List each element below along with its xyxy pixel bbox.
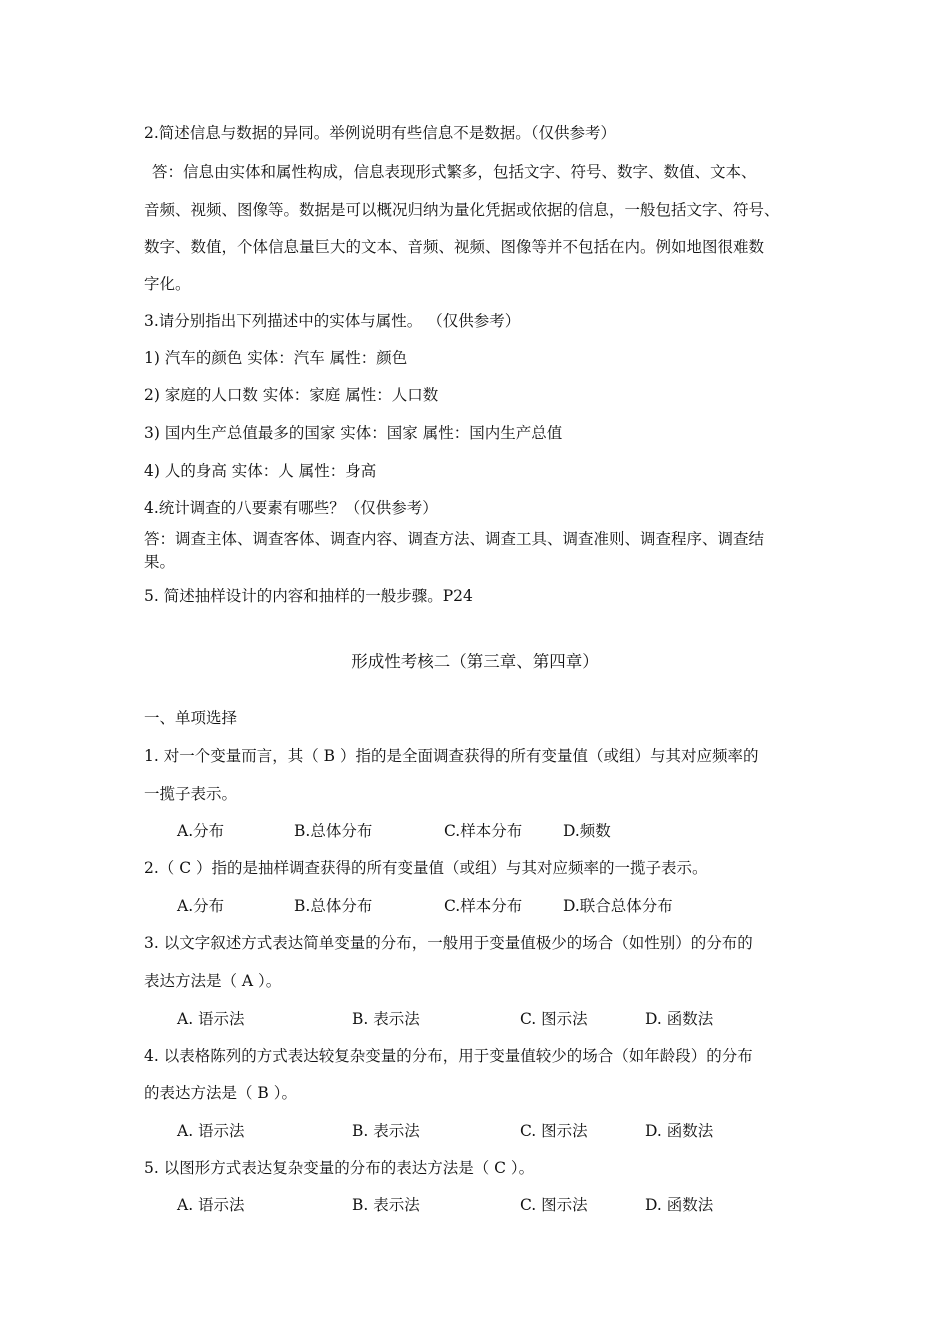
q4-answer-line: 果。 [144,553,176,571]
mcq-5-option-b: B. 表示法 [352,1196,420,1214]
mcq-2-option-a: A.分布 [177,897,225,915]
mcq-3-option-b: B. 表示法 [352,1010,420,1028]
mcq-1-option-d: D.频数 [563,822,611,840]
mcq-1-option-a: A.分布 [177,822,225,840]
mcq-1-text: 1. 对一个变量而言，其（ B ）指的是全面调查获得的所有变量值（或组）与其对应频率的 [144,747,759,765]
mcq-4-option-a: A. 语示法 [177,1122,245,1140]
q5-question: 5. 简述抽样设计的内容和抽样的一般步骤。P24 [144,587,473,605]
mcq-5-option-c: C. 图示法 [520,1196,588,1214]
mcq-1-option-b: B.总体分布 [294,822,373,840]
q3-item: 4) 人的身高 实体：人 属性：身高 [144,462,377,480]
mcq-2-option-d: D.联合总体分布 [563,897,673,915]
q4-answer-line: 答：调查主体、调查客体、调查内容、调查方法、调查工具、调查准则、调查程序、调查结 [144,530,765,548]
mcq-3-option-d: D. 函数法 [645,1010,714,1028]
mcq-4-text: 4. 以表格陈列的方式表达较复杂变量的分布，用于变量值较少的场合（如年龄段）的分布 [144,1047,753,1065]
mcq-3-option-a: A. 语示法 [177,1010,245,1028]
q2-answer-line: 答：信息由实体和属性构成，信息表现形式繁多，包括文字、符号、数字、数值、文本、 [152,163,757,181]
mcq-4-option-d: D. 函数法 [645,1122,714,1140]
section-heading: 一、单项选择 [144,709,238,727]
mcq-2-text: 2.（ C ）指的是抽样调查获得的所有变量值（或组）与其对应频率的一揽子表示。 [144,859,708,877]
mcq-5-option-a: A. 语示法 [177,1196,245,1214]
mcq-3-text: 表达方法是（ A ）。 [144,972,282,990]
q2-answer-line: 数字、数值，个体信息量巨大的文本、音频、视频、图像等并不包括在内。例如地图很难数 [144,238,765,256]
mcq-1-option-c: C.样本分布 [444,822,523,840]
mcq-4-text: 的表达方法是（ B ）。 [144,1084,297,1102]
mcq-5-text: 5. 以图形方式表达复杂变量的分布的表达方法是（ C ）。 [144,1159,535,1177]
mcq-2-option-b: B.总体分布 [294,897,373,915]
q4-question: 4.统计调查的八要素有哪些？（仅供参考） [144,499,438,517]
mcq-4-option-b: B. 表示法 [352,1122,420,1140]
q3-item: 3) 国内生产总值最多的国家 实体：国家 属性：国内生产总值 [144,424,563,442]
q3-question: 3.请分别指出下列描述中的实体与属性。 （仅供参考） [144,312,521,330]
q3-item: 1) 汽车的颜色 实体：汽车 属性：颜色 [144,349,408,367]
mcq-2-option-c: C.样本分布 [444,897,523,915]
mcq-5-option-d: D. 函数法 [645,1196,714,1214]
q2-answer-line: 音频、视频、图像等。数据是可以概况归纳为量化凭据或依据的信息，一般包括文字、符号、 [144,201,780,219]
q2-question: 2.简述信息与数据的异同。举例说明有些信息不是数据。（仅供参考） [144,124,617,142]
mcq-3-option-c: C. 图示法 [520,1010,588,1028]
q2-answer-line: 字化。 [144,275,191,293]
section-title: 形成性考核二（第三章、第四章） [351,652,599,671]
mcq-1-text: 一揽子表示。 [144,785,238,803]
q3-item: 2) 家庭的人口数 实体：家庭 属性：人口数 [144,386,439,404]
mcq-4-option-c: C. 图示法 [520,1122,588,1140]
mcq-3-text: 3. 以文字叙述方式表达简单变量的分布，一般用于变量值极少的场合（如性别）的分布的 [144,934,753,952]
